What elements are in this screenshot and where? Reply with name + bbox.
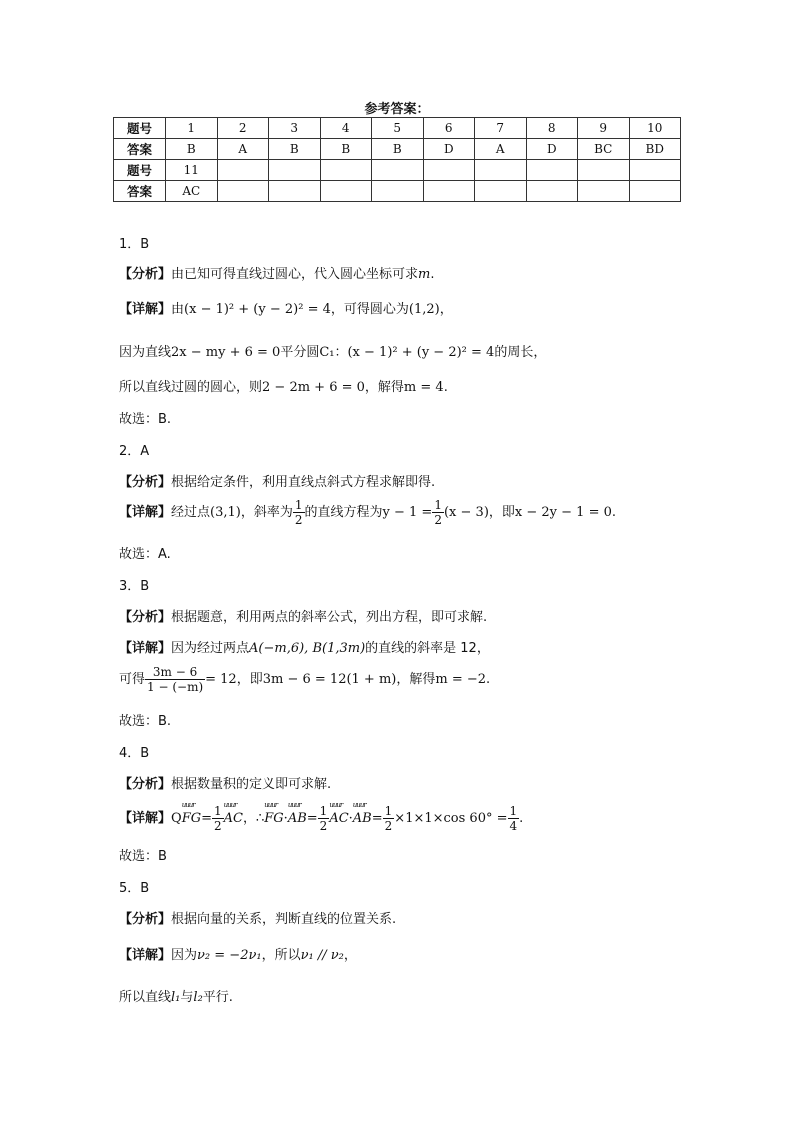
math-result: x − 2y − 1 = 0 (514, 505, 612, 520)
table-row (114, 139, 681, 160)
denominator: 2 (434, 513, 442, 527)
denominator: 1 − (−m) (147, 680, 204, 694)
vector-label: AB (352, 811, 372, 826)
numerator: 1 (509, 804, 518, 818)
question-number (475, 160, 527, 181)
q4-analysis (119, 773, 331, 792)
row-label-question: 题号 (114, 118, 166, 139)
q4-detail (119, 801, 524, 833)
answer-cell: A (217, 139, 269, 160)
text: 与 (180, 990, 194, 1005)
math-result: m = 4 (403, 380, 444, 395)
math-points: A(−m,6), B(1,3m) (249, 641, 366, 656)
math-point: (3,1) (210, 505, 241, 520)
text: 所以直线 (119, 990, 172, 1005)
answer-cell: B (320, 139, 372, 160)
row-label-answer: 答案 (114, 139, 166, 160)
fraction (508, 804, 520, 833)
text: 的直线的斜率是 12， (365, 641, 490, 656)
text: 平行. (202, 990, 233, 1005)
fraction (293, 498, 305, 527)
q4-choice: 故选：B (119, 849, 167, 864)
math-equation: 2 − 2m + 6 = 0 (262, 380, 365, 395)
vector-fg (181, 801, 202, 826)
q2-detail (119, 498, 616, 527)
vector-ac (329, 801, 349, 826)
vector-label: AB (287, 811, 307, 826)
analysis-tag: 【分析】 (119, 475, 172, 490)
answer-cell (372, 181, 424, 202)
vector-ab (287, 801, 307, 826)
vector-arrow: uuur (264, 801, 278, 809)
q1-line3 (119, 376, 448, 395)
table-row (114, 118, 681, 139)
numerator: 1 (214, 804, 222, 818)
line-label: l₁ (171, 990, 181, 1005)
q2-analysis (119, 471, 435, 490)
q1-analysis: 【分析】由已知可得直线过圆心，代入圆心坐标可求m. (119, 267, 435, 282)
question-number: 3 (269, 118, 321, 139)
numerator: 1 (384, 804, 393, 818)
q3-detail (119, 637, 490, 656)
equals: = (306, 811, 318, 826)
math-parallel: ν₁ // ν₂ (300, 948, 344, 963)
vector-arrow: uuur (287, 801, 301, 809)
numerator: 3m − 6 (145, 665, 205, 680)
vector-label: AC (223, 811, 243, 826)
numerator: 1 (319, 804, 328, 818)
question-number (372, 160, 424, 181)
text: . (611, 505, 617, 520)
q1-choice: 故选：B. (119, 412, 172, 427)
dot: · (283, 811, 288, 826)
answer-cell: B (166, 139, 218, 160)
row-label-answer: 答案 (114, 181, 166, 202)
answer-cell: A (475, 139, 527, 160)
text: ，即 (488, 505, 515, 520)
answer-cell: B (372, 139, 424, 160)
text: . (443, 380, 448, 395)
vector-ac (223, 801, 243, 826)
question-number (217, 160, 269, 181)
denominator: 2 (294, 513, 303, 527)
fraction (432, 498, 444, 527)
question-number (578, 160, 630, 181)
q2-number: 2．A (119, 444, 150, 459)
text: 的周长， (494, 345, 547, 360)
table-row (114, 181, 681, 202)
question-number: 10 (629, 118, 681, 139)
q5-line2 (119, 986, 233, 1005)
vector-ab (352, 801, 372, 826)
dot: · (348, 811, 353, 826)
math-equation: = 12 (205, 672, 237, 687)
because-symbol: Q (171, 811, 182, 826)
math-equation: ν₂ = −2ν₁ (197, 948, 262, 963)
fraction (145, 665, 205, 694)
text: 平分圆 (280, 345, 320, 360)
answer-cell (217, 181, 269, 202)
vector-arrow: uuur (181, 801, 195, 809)
question-number: 7 (475, 118, 527, 139)
answer-cell: BC (578, 139, 630, 160)
question-number: 1 (166, 118, 218, 139)
text: 因为直线 (119, 345, 172, 360)
q1-number (119, 233, 149, 252)
row-label-question: 题号 (114, 160, 166, 181)
denominator: 2 (214, 819, 222, 833)
answer-cell (269, 181, 321, 202)
detail-tag: 【详解】 (119, 811, 172, 826)
math-equation: y − 1 = (382, 505, 433, 520)
text: ， (439, 302, 453, 317)
math-product: ×1×1×cos 60° = (394, 811, 508, 826)
text: 经过点 (171, 505, 211, 520)
analysis-tag: 【分析】 (119, 777, 172, 792)
text: 因为经过两点 (171, 641, 250, 656)
answer-table (113, 117, 681, 202)
analysis-text: 根据数量积的定义即可求解. (171, 777, 332, 792)
vector-arrow: uuur (352, 801, 366, 809)
analysis-tag: 【分析】 (119, 912, 172, 927)
math-result: m = −2 (435, 672, 487, 687)
q2-choice: 故选：A. (119, 547, 171, 562)
denominator: 4 (509, 819, 518, 833)
denominator: 2 (319, 819, 328, 833)
answer-cell (423, 181, 475, 202)
math-equation: (x − 3) (443, 505, 489, 520)
text: ，即 (236, 672, 263, 687)
text: 可得 (119, 672, 146, 687)
analysis-text: 根据给定条件，利用直线点斜式方程求解即得. (171, 475, 436, 490)
math-equation: C₁：(x − 1)² + (y − 2)² = 4 (319, 345, 495, 360)
q5-detail (119, 944, 357, 963)
answer-cell (320, 181, 372, 202)
q3-analysis (119, 606, 487, 625)
text: . (519, 811, 524, 826)
q3-number: 3．B (119, 579, 150, 594)
question-number: 4 (320, 118, 372, 139)
answer-cell: D (526, 139, 578, 160)
text: ，斜率为 (240, 505, 293, 520)
q5-number: 5．B (119, 881, 150, 896)
vector-arrow: uuur (223, 801, 237, 809)
equals: = (201, 811, 212, 826)
equals: = (371, 811, 383, 826)
math-var: m (418, 267, 431, 282)
question-number (423, 160, 475, 181)
detail-tag: 【详解】 (119, 641, 172, 656)
answer-cell: BD (629, 139, 681, 160)
text: . (486, 672, 491, 687)
analysis-tag: 【分析】 (119, 267, 172, 282)
question-heading: 1．B (119, 237, 150, 252)
q1-line2 (119, 341, 546, 360)
text: 由 (171, 302, 185, 317)
question-number (629, 160, 681, 181)
text: 所以直线过圆的圆心，则 (119, 380, 263, 395)
vector-fg (264, 801, 284, 826)
math-equation: 2x − my + 6 = 0 (171, 345, 281, 360)
q4-number: 4．B (119, 746, 150, 761)
fraction (212, 804, 224, 833)
text: 因为 (171, 948, 198, 963)
answer-cell (578, 181, 630, 202)
analysis-tag: 【分析】 (119, 610, 172, 625)
answer-key-title: 参考答案： (364, 102, 430, 117)
numerator: 1 (434, 498, 442, 512)
table-row (114, 160, 681, 181)
vector-label: FG (264, 811, 284, 826)
therefore-symbol: ，∴ (242, 811, 265, 826)
math-point: (1,2) (408, 302, 440, 317)
analysis-text: 根据向量的关系，判断直线的位置关系. (171, 912, 397, 927)
question-number: 6 (423, 118, 475, 139)
vector-label: AC (329, 811, 349, 826)
question-number: 2 (217, 118, 269, 139)
answer-cell (475, 181, 527, 202)
denominator: 2 (384, 819, 393, 833)
text: ，解得 (364, 380, 404, 395)
text: 的直线方程为 (304, 505, 383, 520)
question-number: 5 (372, 118, 424, 139)
fraction (318, 804, 330, 833)
answer-cell: B (269, 139, 321, 160)
q1-detail (119, 298, 453, 317)
text: ，所以 (261, 948, 301, 963)
question-number (269, 160, 321, 181)
answer-cell: D (423, 139, 475, 160)
answer-cell (526, 181, 578, 202)
text: ， (343, 948, 357, 963)
vector-label: FG (181, 811, 202, 826)
q3-choice: 故选：B. (119, 714, 172, 729)
analysis-text: 由已知可得直线过圆心，代入圆心坐标可求 (171, 267, 419, 282)
answer-cell: AC (166, 181, 218, 202)
fraction (383, 804, 395, 833)
math-equation: (x − 1)² + (y − 2)² = 4 (184, 302, 331, 317)
line-label: l₂ (193, 990, 203, 1005)
analysis-text: 根据题意，利用两点的斜率公式，列出方程，即可求解. (171, 610, 488, 625)
question-number (320, 160, 372, 181)
question-number: 9 (578, 118, 630, 139)
question-number (526, 160, 578, 181)
detail-tag: 【详解】 (119, 505, 172, 520)
math-equation: 3m − 6 = 12(1 + m) (262, 672, 397, 687)
answer-cell (629, 181, 681, 202)
detail-tag: 【详解】 (119, 948, 172, 963)
question-number: 11 (166, 160, 218, 181)
q5-analysis (119, 908, 396, 927)
q3-line2 (119, 665, 490, 694)
vector-arrow: uuur (329, 801, 343, 809)
text: ，解得 (396, 672, 436, 687)
question-number: 8 (526, 118, 578, 139)
text: ，可得圆心为 (330, 302, 409, 317)
detail-tag: 【详解】 (119, 302, 172, 317)
numerator: 1 (294, 498, 303, 512)
